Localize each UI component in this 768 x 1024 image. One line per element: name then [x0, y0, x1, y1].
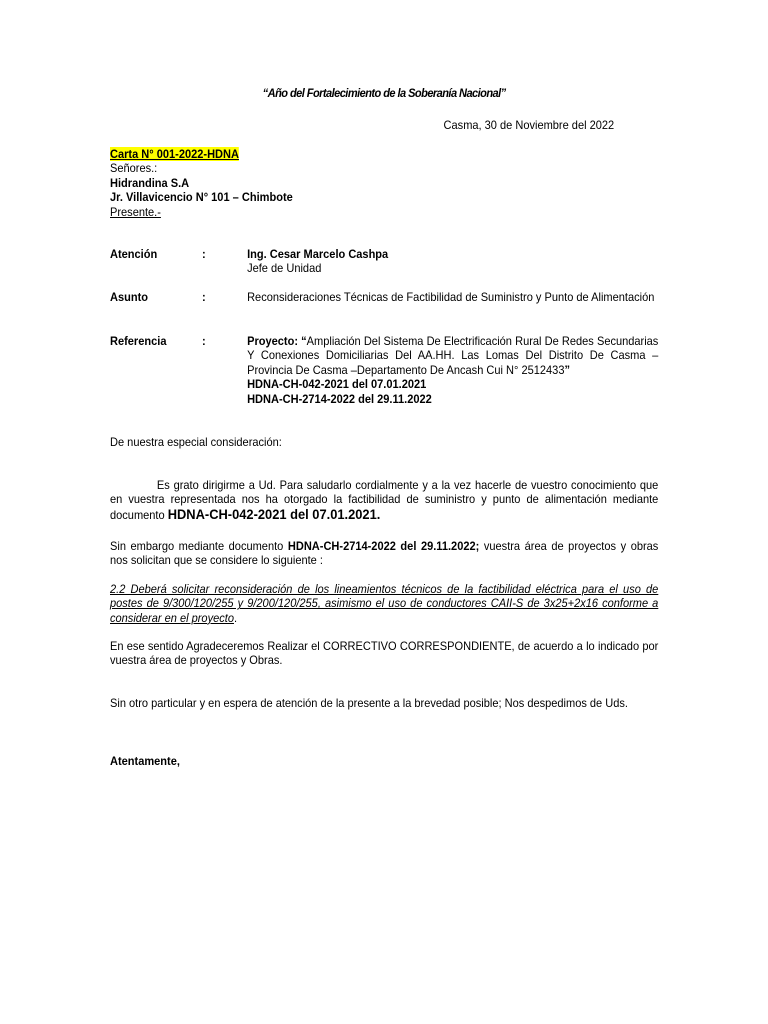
referencia-colon: : [202, 334, 206, 348]
reference-doc-2: HDNA-CH-2714-2022 del 29.11.2022 [247, 391, 432, 406]
place-date-text: Casma, 30 de Noviembre del 2022 [443, 118, 615, 132]
proyecto-text: Ampliación Del Sistema De Electrificación Rural De Redes Secundarias Y Conexiones Domiciliarias Del AA.HH. Las Lomas Del Distrito De Casma – Provincia De Casma –Departamento De Ancash Cui N° 2512433 [247, 334, 659, 377]
presente: Presente.- [110, 204, 161, 219]
closing: Atentamente, [110, 754, 180, 768]
paragraph-5: Sin otro particular y en espera de atención de la presente a la brevedad posible; Nos despedimos de Uds. [110, 696, 628, 710]
referencia-value [247, 334, 658, 406]
recipient-address: Jr. Villavicencio N° 101 – Chimbote [110, 190, 293, 205]
year-motto: “Año del Fortalecimiento de la Soberanía Nacional” [262, 86, 506, 100]
atencion-label: Atención [110, 247, 158, 261]
reference-doc-1: HDNA-CH-042-2021 del 07.01.2021 [247, 377, 427, 392]
proyecto-label: Proyecto: “ [247, 334, 307, 348]
greeting: De nuestra especial consideración: [110, 435, 282, 449]
letter-header [110, 147, 658, 219]
paragraph-2-start: Sin embargo mediante documento [110, 539, 288, 553]
recipient-company: Hidrandina S.A [110, 175, 190, 190]
referencia-label: Referencia [110, 334, 167, 348]
salutation: Señores.: [110, 161, 158, 176]
paragraph-2 [110, 539, 658, 568]
letter-number: Carta N° 001-2022-HDNA [110, 147, 239, 161]
paragraph-2-end: vuestra área de proyectos y obras nos solicitan que se considere lo siguiente : [110, 539, 659, 568]
atencion-name: Ing. Cesar Marcelo Cashpa [247, 247, 389, 261]
quoted-requirement [110, 582, 658, 625]
referencia-row [110, 334, 658, 406]
paragraph-1-doc: HDNA-CH-042-2021 del 07.01.2021. [167, 505, 381, 522]
place-date [110, 118, 614, 132]
paragraph-1-text: Es grato dirigirme a Ud. Para saludarlo cordialmente y a la vez hacerle de vuestro conocimiento que en vuestra representada nos ha otorgado la factibilidad de suministro y punto de alimentación mediante documento [110, 478, 659, 522]
atencion-colon: : [202, 247, 206, 261]
quoted-requirement-text: 2.2 Deberá solicitar reconsideración de los lineamientos técnicos de la factibilidad eléctrica para el uso de postes de 9/300/120/255 y 9/200/120/255, asimismo el uso de conductores CAII-S de 3x25+2x16 conforme a considerar en el proyecto [110, 582, 659, 625]
asunto-row [110, 290, 658, 320]
paragraph-4: En ese sentido Agradeceremos Realizar el CORRECTIVO CORRESPONDIENTE, de acuerdo a lo indicado por vuestra área de proyectos y Obras. [110, 639, 659, 668]
atencion-role: Jefe de Unidad [247, 261, 322, 276]
asunto-colon: : [202, 290, 206, 304]
atencion-value [247, 247, 658, 276]
proyecto-close: ” [564, 362, 570, 377]
asunto-value: Reconsideraciones Técnicas de Factibilidad de Suministro y Punto de Alimentación [247, 290, 655, 304]
atencion-row [110, 247, 658, 277]
proyecto-line [247, 334, 658, 377]
quoted-requirement-end: . [233, 610, 238, 625]
paragraph-2-doc: HDNA-CH-2714-2022 del 29.11.2022; [287, 539, 480, 553]
paragraph-1 [110, 478, 658, 522]
asunto-label: Asunto [110, 290, 149, 304]
